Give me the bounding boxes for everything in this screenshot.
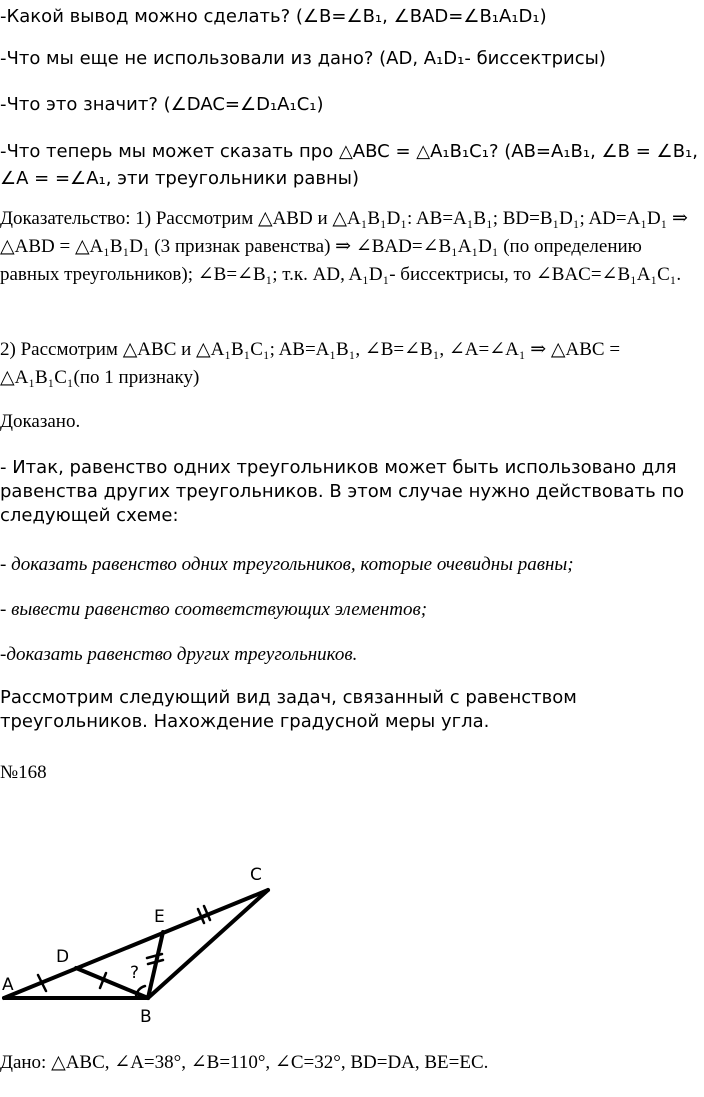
proof-step-1: Доказательство: 1) Рассмотрим △ABD и △A₁B₁D₁: AB=A₁B₁; BD=B₁D₁; AD=A₁D₁ ⇒ △ABD = △A₁B₁D₁ (3 признак равенства) ⇒ ∠BAD=∠B₁A₁D₁ (по определению равных треугольников); ∠B=∠B₁; т.к. AD, A₁D₁- биссектрисы, то ∠BAC=∠B₁A₁C₁.	[0, 208, 688, 285]
proof-step-2: 2) Рассмотрим △ABC и △A₁B₁C₁; AB=A₁B₁, ∠B=∠B₁, ∠A=∠A₁ ⇒ △ABC = △A₁B₁C₁(по 1 признаку)	[0, 339, 621, 388]
proved-text: Доказано.	[0, 411, 81, 432]
problem-number: №168	[0, 762, 47, 783]
side-bc	[148, 890, 268, 998]
label-question: ?	[130, 963, 140, 983]
question-meaning: -Что это значит? (∠DAC=∠D₁A₁C₁)	[0, 94, 324, 115]
scheme-step-1: - доказать равенство одних треугольников, которые очевидны равны;	[0, 554, 574, 575]
label-a: A	[2, 975, 14, 995]
scheme-step-3: -доказать равенство других треугольников.	[0, 644, 358, 665]
label-e: E	[154, 907, 165, 927]
triangle-figure	[0, 850, 290, 1030]
scheme-step-2: - вывести равенство соответствующих элементов;	[0, 599, 428, 620]
given-text: Дано: △ABC, ∠A=38°, ∠B=110°, ∠C=32°, BD=DA, BE=EC.	[0, 1052, 489, 1073]
question-conclusion: -Какой вывод можно сделать? (∠B=∠B₁, ∠BAD=∠B₁A₁D₁)	[0, 6, 547, 27]
question-triangles: -Что теперь мы может сказать про △ABC = △A₁B₁C₁? (AB=A₁B₁, ∠B = ∠B₁, ∠A = =∠A₁, эти треугольники равны)	[0, 141, 698, 189]
label-d: D	[56, 947, 70, 967]
next-task-text: Рассмотрим следующий вид задач, связанный с равенством треугольников. Нахождение градусной меры угла.	[0, 687, 577, 732]
tick-be-1	[147, 954, 162, 958]
question-unused-given: -Что мы еще не использовали из дано? (AD, A₁D₁- биссектрисы)	[0, 48, 606, 69]
label-c: C	[250, 865, 262, 885]
summary-text: - Итак, равенство одних треугольников может быть использовано для равенства других треугольников. В этом случае нужно действовать по следующей схеме:	[0, 457, 685, 526]
label-b: B	[140, 1007, 152, 1027]
